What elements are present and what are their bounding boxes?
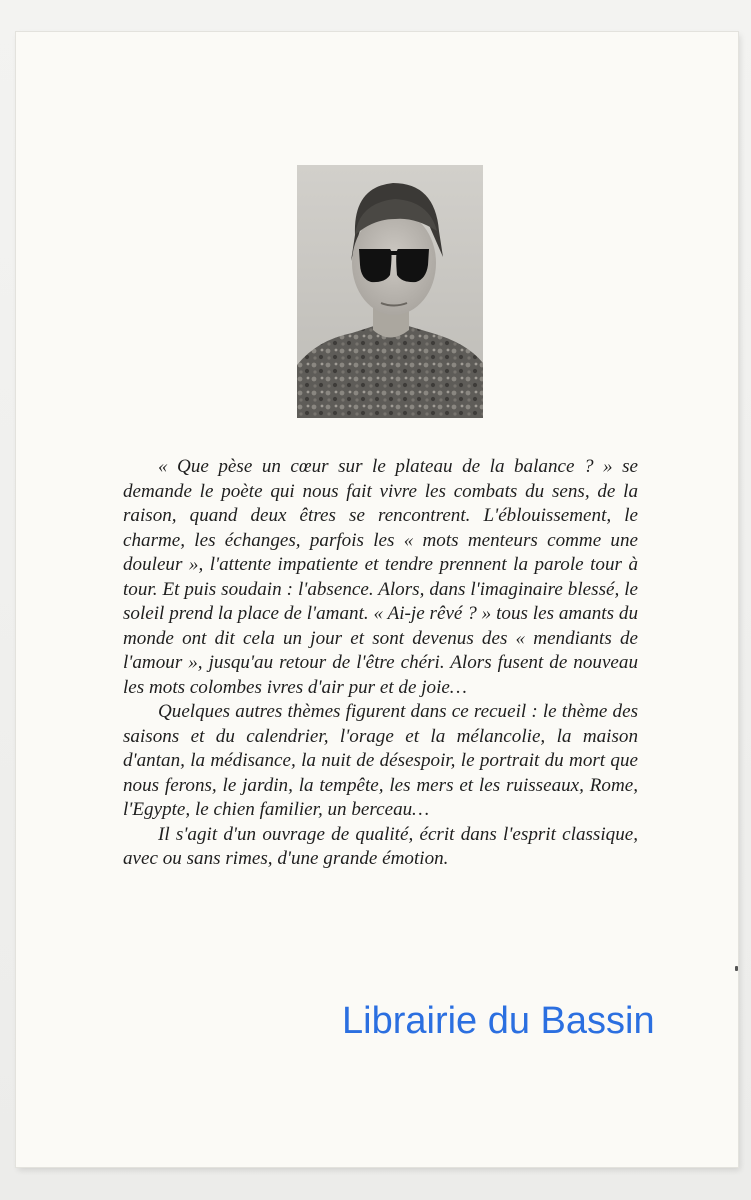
blurb-paragraph-1: « Que pèse un cœur sur le plateau de la balance ? » se demande le poète qui nous fait vivre les combats du sens, de la raison, quand deux êtres se rencontrent. L'éblouissement, le charme, les échanges, parfois les « mots menteurs comme une douleur », l'attente impatiente et tendre prennent la parole tour à tour. Et puis soudain : l'absence. Alors, dans l'imaginaire blessé, le soleil prend la place de l'amant. « Ai-je rêvé ? » tous les amants du monde ont dit cela un jour et sont devenus des « mendiants de l'amour », jusqu'au retour de l'être chéri. Alors fusent de nouveau les mots colombes ivres d'air pur et de joie… [123, 456, 638, 698]
bookseller-watermark: Librairie du Bassin [342, 1000, 655, 1042]
back-cover-blurb [123, 455, 638, 872]
author-portrait-drawing [297, 165, 483, 418]
blurb-paragraph-2: Quelques autres thèmes figurent dans ce recueil : le thème des saisons et du calendrier, l'orage et la mélancolie, la maison d'antan, la médisance, la nuit de désespoir, le portrait du mort que nous ferons, le jardin, la tempête, les mers et les ruisseaux, Rome, l'Egypte, le chien familier, un berceau… [123, 701, 638, 820]
blurb-paragraph-3: Il s'agit d'un ouvrage de qualité, écrit dans l'esprit classique, avec ou sans rimes, d'une grande émotion. [123, 823, 638, 869]
author-portrait [297, 165, 483, 418]
paper-speck [735, 966, 738, 971]
